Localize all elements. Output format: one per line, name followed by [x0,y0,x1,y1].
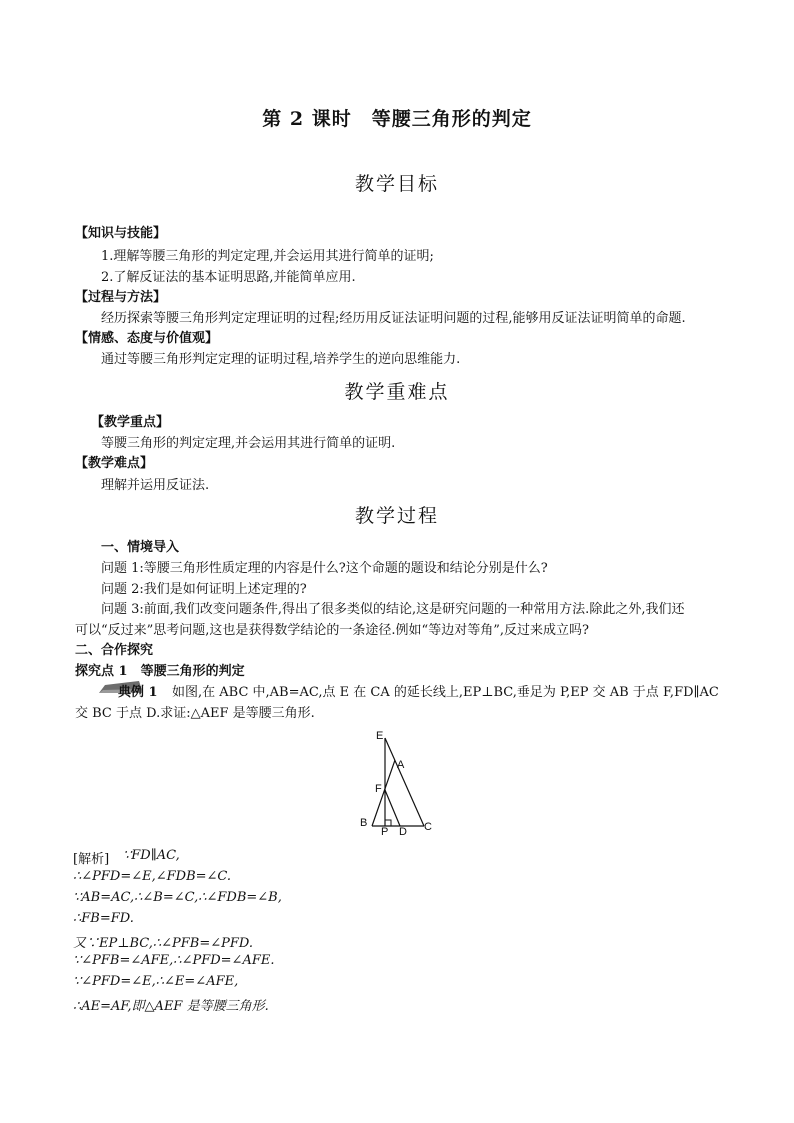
question-3-line-1: 问题 3:前面,我们改变问题条件,得出了很多类似的结论,这是研究问题的一种常用方法.除此之外,我们还 [101,602,685,617]
solution-label: [解析] [73,852,110,867]
key-points-heading: 教学重难点 [344,381,450,403]
label-B: B [360,817,368,829]
knowledge-item-1: 1.理解等腰三角形的判定定理,并会运用其进行简单的证明; [101,249,434,264]
lesson-title: 第 2 课时 等腰三角形的判定 [262,108,532,130]
teaching-difficulty-item: 理解并运用反证法. [101,478,210,493]
triangle-figure [355,725,435,837]
solution-line-7: ∴AE=AF,即△AEF 是等腰三角形. [73,999,269,1014]
example-label: 典例 1 [118,685,158,700]
example-text-line-2: 交 BC 于点 D.求证:△AEF 是等腰三角形. [75,706,315,721]
emotion-tag: 【情感、态度与价值观】 [75,331,219,346]
knowledge-skills-tag: 【知识与技能】 [75,226,167,241]
solution-line-0: ∵FD∥AC, [123,848,180,863]
solution-line-4: 又∵EP⊥BC,∴∠PFB=∠PFD. [73,936,254,951]
emotion-item-1: 通过等腰三角形判定定理的证明过程,培养学生的逆向思维能力. [101,352,461,367]
segment-FD [385,790,400,826]
label-C: C [424,821,432,833]
knowledge-item-2: 2.了解反证法的基本证明思路,并能简单应用. [101,270,356,285]
label-P: P [381,826,389,837]
solution-line-1: ∴∠PFD=∠E,∠FDB=∠C. [73,869,232,884]
part-2-heading: 二、合作探究 [75,643,154,658]
part-1-heading: 一、情境导入 [101,540,180,555]
teaching-difficulty-tag: 【教学难点】 [75,456,154,471]
label-A: A [397,759,405,771]
label-D: D [399,826,407,837]
label-F: F [375,783,382,795]
question-3-line-2: 可以“反过来”思考问题,这也是获得数学结论的一条途径.例如“等边对等角”,反过来成立吗? [75,623,589,638]
solution-line-6: ∵∠PFD=∠E,∴∠E=∠AFE, [73,974,239,989]
process-item-1: 经历探索等腰三角形判定定理证明的过程;经历用反证法证明问题的过程,能够用反证法证明简单的命题. [101,311,686,326]
teaching-focus-tag: 【教学重点】 [91,415,170,430]
process-heading: 教学过程 [354,505,439,527]
label-E: E [376,730,384,742]
explore-point-1: 探究点 1 等腰三角形的判定 [75,664,245,679]
segment-EC [385,738,424,826]
process-method-tag: 【过程与方法】 [75,290,167,305]
question-1: 问题 1:等腰三角形性质定理的内容是什么?这个命题的题设和结论分别是什么? [101,561,548,576]
solution-line-5: ∵∠PFB=∠AFE,∴∠PFD=∠AFE. [73,953,275,968]
example-text-line-1: 如图,在 ABC 中,AB=AC,点 E 在 CA 的延长线上,EP⊥BC,垂足为 P,EP 交 AB 于点 F,FD∥AC [172,685,719,700]
question-2: 问题 2:我们是如何证明上述定理的? [101,582,307,597]
teaching-focus-item: 等腰三角形的判定定理,并会运用其进行简单的证明. [101,436,396,451]
objectives-heading: 教学目标 [354,173,439,195]
solution-line-3: ∴FB=FD. [73,911,134,926]
solution-line-2: ∵AB=AC,∴∠B=∠C,∴∠FDB=∠B, [73,890,282,905]
